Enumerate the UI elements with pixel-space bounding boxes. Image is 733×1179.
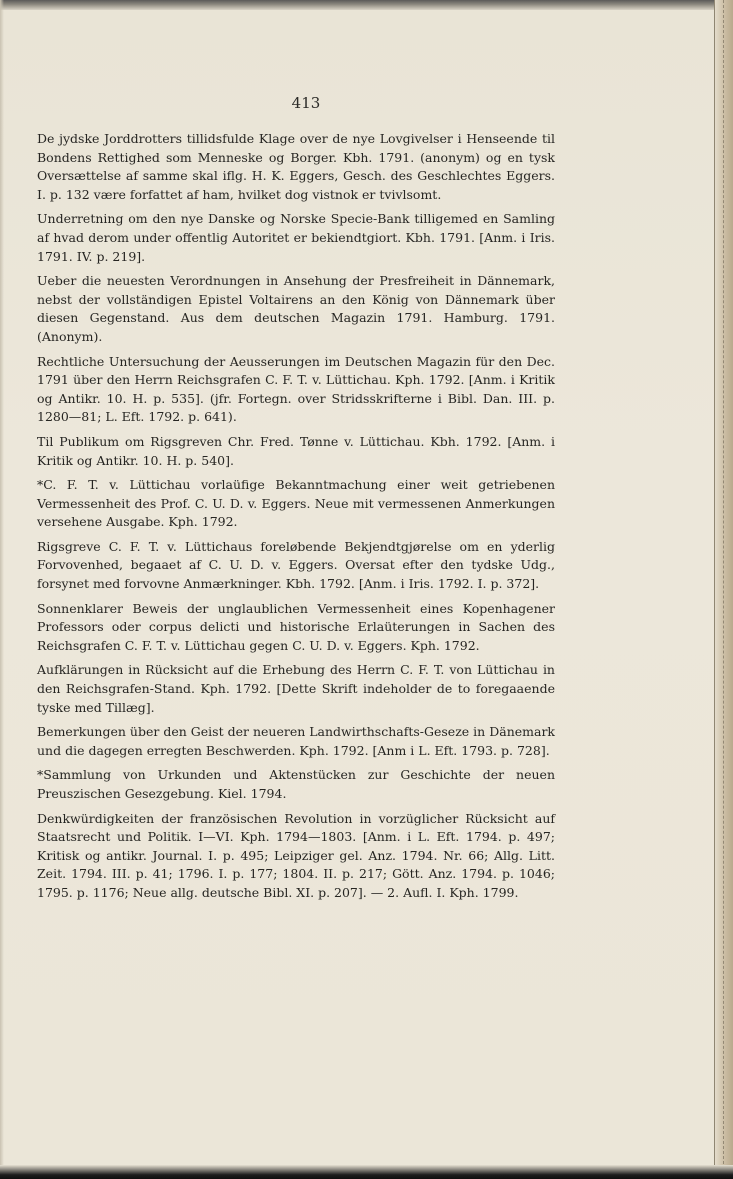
bibliography-entry: Denkwürdigkeiten der französischen Revolution in vorzüglicher Rücksicht auf Staatsrecht und Politik. I—VI. Kph. 1794—1803. [Anm. i L. Eft. 1794. p. 497; Kritisk og antikr. Journal. I. p. 495; Leipziger gel. Anz. 1794. Nr. 66; Allg. Litt. Zeit. 1794. III. p. 41; 1796. I. p. 177; 1804. II. p. 217; Gött. Anz. 1794. p. 1046; 1795. p. 1176; Neue allg. deutsche Bibl. XI. p. 207]. — 2. Aufl. I. Kph. 1799. (37, 810, 555, 900)
bibliography-entry: De jydske Jorddrotters tillidsfulde Klage over de nye Lovgivelser i Henseende til Bondens Rettighed som Menneske og Borger. Kbh. 1791. (anonym) og en tysk Oversættelse af samme skal iflg. H. K. Eggers, Gesch. des Geschlechtes Eggers. I. p. 132 være forfattet af ham, hvilket dog vistnok er tvivlsomt. (37, 131, 555, 202)
bibliography-entry: Rechtliche Untersuchung der Aeusserungen im Deutschen Magazin für den Dec. 1791 über den Herrn Reichsgrafen C. F. T. v. Lüttichau. Kph. 1792. [Anm. i Kritik og Antikr. 10. H. p. 535]. (jfr. Fortegn. over Stridsskrifterne i Bibl. Dan. III. p. 1280—81; L. Eft. 1792. p. 641). (37, 353, 555, 425)
page-left-shadow (0, 0, 4, 1179)
bibliography-entry: Sonnenklarer Beweis der unglaublichen Vermessenheit eines Kopenhagener Professors oder corpus delicti und historische Erlaüterungen in Sachen des Reichsgrafen C. F. T. v. Lüttichau gegen C. U. D. v. Eggers. Kph. 1792. (37, 600, 555, 653)
bibliography-entry: Underretning om den nye Danske og Norske Specie-Bank tilligemed en Samling af hvad derom under offentlig Autoritet er bekiendtgiort. Kbh. 1791. [Anm. i Iris. 1791. IV. p. 219]. (37, 211, 555, 264)
page-fold-line (723, 0, 725, 1179)
page-bottom-edge (0, 1165, 733, 1179)
bibliography-entry: *C. F. T. v. Lüttichau vorlaüfige Bekanntmachung einer weit getriebenen Vermessenheit des Prof. C. U. D. v. Eggers. Neue mit vermessenen Anmerkungen versehene Ausgabe. Kph. 1792. (37, 477, 555, 530)
bibliography-entry: Ueber die neuesten Verordnungen in Ansehung der Presfreiheit in Dännemark, nebst der vollständigen Epistel Voltairens an den König von Dännemark über diesen Gegenstand. Aus dem deutschen Magazin 1791. Hamburg. 1791. (Anonym). (37, 273, 555, 344)
page-number: 413 (291, 94, 321, 112)
page-top-edge (0, 0, 733, 10)
bibliography-entry: Bemerkungen über den Geist der neueren Landwirthschafts-Geseze in Dänemark und die dagegen erregten Beschwerden. Kph. 1792. [Anm i L. Eft. 1793. p. 728]. (37, 724, 555, 758)
bibliography-entry: Rigsgreve C. F. T. v. Lüttichaus foreløbende Bekjendtgjørelse om en yderlig Forvovenhed, begaaet af C. U. D. v. Eggers. Oversat efter den tydske Udg., forsynet med forvovne Anmærkninger. Kbh. 1792. [Anm. i Iris. 1792. I. p. 372]. (37, 538, 555, 592)
bibliography-entry: Aufklärungen in Rücksicht auf die Erhebung des Herrn C. F. T. von Lüttichau in den Reichsgrafen-Stand. Kph. 1792. [Dette Skrift indeholder de to foregaaende tyske med Tillæg]. (37, 662, 555, 715)
bibliography-entry: Til Publikum om Rigsgreven Chr. Fred. Tønne v. Lüttichau. Kbh. 1792. [Anm. i Kritik og Antikr. 10. H. p. 540]. (37, 433, 555, 468)
bibliography-list (37, 130, 555, 903)
bibliography-entry: *Sammlung von Urkunden und Aktenstücken zur Geschichte der neuen Preuszischen Gesezgebung. Kiel. 1794. (37, 767, 555, 801)
